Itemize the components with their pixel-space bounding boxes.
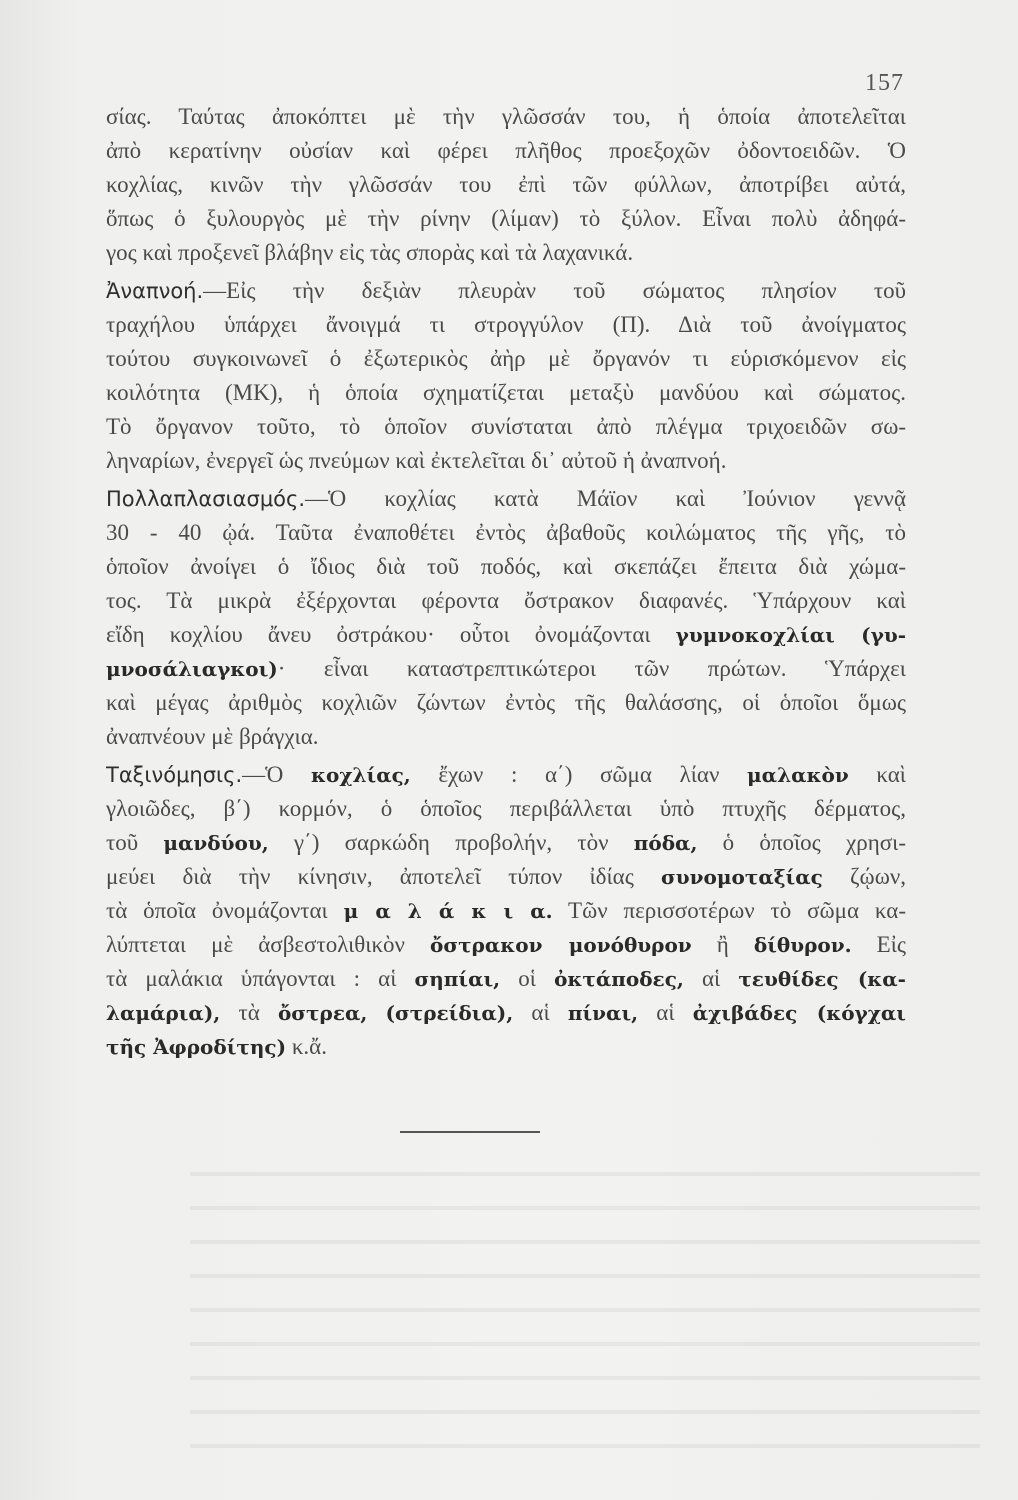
bold-term: πόδα, [633, 831, 698, 855]
text-run: · εἶναι καταστρεπτικώτεροι τῶν πρώτων. Ὑπάρχει [277, 656, 906, 681]
bleed-through [190, 1150, 980, 1450]
text-run: σίας. Ταύτας ἀποκόπτει μὲ τὴν γλῶσσάν του, ἡ ὁποία ἀποτελεῖται [106, 104, 906, 129]
text-line [106, 792, 906, 826]
text-run: ἀπὸ κερατίνην οὐσίαν καὶ φέρει πλῆθος προεξοχῶν ὀδοντοειδῶν. Ὁ [106, 138, 906, 163]
text-line [106, 894, 906, 928]
text-line [106, 686, 906, 720]
text-run: γλοιῶδες, β΄) κορμόν, ὁ ὁποῖος περιβάλλεται ὑπὸ πτυχῆς δέρματος, [106, 796, 906, 821]
bold-term: ὄστρεα, [277, 1001, 368, 1025]
page-number: 157 [865, 70, 904, 96]
text-run: τος. Τὰ μικρὰ ἐξέρχονται φέροντα ὄστρακον διαφανές. Ὑπάρχουν καὶ [106, 588, 906, 613]
text-run: —Ὁ κοχλίας κατὰ Μάϊον καὶ Ἰούνιον γεννᾷ [305, 486, 906, 511]
section-end-rule [400, 1131, 540, 1133]
bold-term: πίναι, [567, 1001, 639, 1025]
text-run: αἱ [513, 1000, 568, 1025]
text-run: κοιλότητα (ΜΚ), ἡ ὁποία σχηματίζεται μεταξὺ μανδύου καὶ σώματος. [106, 380, 906, 405]
bold-term: δίθυρον. [753, 933, 852, 957]
text-run: καὶ μέγας ἀριθμὸς κοχλιῶν ζώντων ἐντὸς τῆς θαλάσσης, οἱ ὁποῖοι ὅμως [106, 690, 906, 715]
text-run: τοῦ [106, 830, 164, 855]
text-line [106, 720, 906, 754]
text-run: ὅπως ὁ ξυλουργὸς μὲ τὴν ρίνην (λίμαν) τὸ ξύλον. Εἶναι πολὺ ἀδηφά- [106, 206, 906, 231]
text-run: γος καὶ προξενεῖ βλάβην εἰς τὰς σπορὰς καὶ τὰ λαχανικά. [106, 240, 634, 265]
text-run: αἱ [638, 1000, 693, 1025]
text-line [106, 134, 906, 168]
bold-term: μανδύου, [163, 831, 269, 855]
text-run: κοχλίας, κινῶν τὴν γλῶσσάν του ἐπὶ τῶν φύλλων, ἀποτρίβει αὐτά, [106, 172, 906, 197]
text-run: ληναρίων, ἐνεργεῖ ὡς πνεύμων καὶ ἐκτελεῖται δι᾿ αὐτοῦ ἡ ἀναπνοή. [106, 448, 727, 473]
text-run: Τὸ ὄργανον τοῦτο, τὸ ὁποῖον συνίσταται ἀπὸ πλέγμα τριχοειδῶν σω- [106, 414, 906, 439]
text-run: λύπτεται μὲ ἀσβεστολιθικὸν [106, 932, 431, 957]
body-text [106, 100, 906, 1064]
text-run: —Εἰς τὴν δεξιὰν πλευρὰν τοῦ σώματος πλησίον τοῦ [203, 278, 906, 303]
text-run: 30 - 40 ᾠά. Ταῦτα ἐναποθέτει ἐντὸς ἀβαθοῦς κοιλώματος τῆς γῆς, τὸ [106, 520, 906, 545]
bold-term: τευθίδες (κα- [738, 967, 906, 991]
text-run: τὰ [220, 1000, 278, 1025]
text-line [106, 618, 906, 652]
text-line [106, 860, 906, 894]
text-line [106, 1030, 906, 1064]
text-line [106, 342, 906, 376]
bold-term: σηπίαι, [414, 967, 501, 991]
text-run: καὶ [848, 762, 906, 787]
bold-term: γυμνοκοχλίαι (γυ- [675, 623, 906, 647]
text-run: τούτου συγκοινωνεῖ ὁ ἐξωτερικὸς ἀὴρ μὲ ὄργανόν τι εὑρισκόμενον εἰς [106, 346, 906, 371]
text-line [106, 410, 906, 444]
bold-term: ἀχιβάδες (κόγχαι [692, 1001, 906, 1025]
text-run: ὁποῖον ἀνοίγει ὁ ἴδιος διὰ τοῦ ποδός, καὶ σκεπάζει ἔπειτα διὰ χώμα- [106, 554, 906, 579]
text-run: Τῶν περισσοτέρων τὸ σῶμα κα- [552, 898, 906, 923]
bold-term: (στρείδια), [385, 1001, 514, 1025]
bold-term: μ α λ ά κ ι α. [343, 899, 553, 923]
text-run: Εἰς [851, 932, 906, 957]
text-line [106, 236, 906, 270]
text-line [106, 308, 906, 342]
bold-term: τῆς Ἀφροδίτης) [106, 1035, 287, 1059]
section-heading: Πολλαπλασιασμός. [106, 487, 306, 511]
text-line [106, 584, 906, 618]
bold-term: μαλακὸν [747, 763, 849, 787]
text-run [367, 1000, 385, 1025]
text-line [106, 652, 906, 686]
text-run: εἴδη κοχλίου ἄνευ ὀστράκου· οὗτοι ὀνομάζονται [106, 622, 676, 647]
text-line [106, 758, 906, 792]
bold-term: συνομοταξίας [661, 865, 823, 889]
section-heading: Ἀναπνοή. [106, 279, 204, 303]
text-run: τὰ ὁποῖα ὀνομάζονται [106, 898, 344, 923]
text-run: αἱ [683, 966, 739, 991]
text-run: ἢ [691, 932, 754, 957]
text-run: γ΄) σαρκώδη προβολήν, τὸν [268, 830, 634, 855]
text-line [106, 168, 906, 202]
text-line [106, 962, 906, 996]
text-run: μεύει διὰ τὴν κίνησιν, ἀποτελεῖ τύπον ἰδίας [106, 864, 662, 889]
text-run: ἀναπνέουν μὲ βράγχια. [106, 724, 319, 749]
text-line [106, 100, 906, 134]
text-line [106, 482, 906, 516]
text-run: κ.ἄ. [286, 1034, 327, 1059]
bold-term: λαμάρια), [106, 1001, 221, 1025]
text-line [106, 826, 906, 860]
bold-term: ὀκτάποδες, [554, 967, 684, 991]
text-run: ἔχων : α΄) σῶμα λίαν [410, 762, 748, 787]
text-run: τὰ μαλάκια ὑπάγονται : αἱ [106, 966, 415, 991]
text-run: τραχήλου ὑπάρχει ἄνοιγμά τι στρογγύλον (Π). Διὰ τοῦ ἀνοίγματος [106, 312, 906, 337]
text-line [106, 516, 906, 550]
text-run: οἱ [500, 966, 555, 991]
text-line [106, 376, 906, 410]
text-line [106, 444, 906, 478]
text-run: ζῴων, [822, 864, 906, 889]
text-line [106, 996, 906, 1030]
section-heading: Ταξινόμησις. [106, 763, 243, 787]
text-line [106, 274, 906, 308]
text-line [106, 550, 906, 584]
text-run: —Ὁ [242, 762, 312, 787]
text-line [106, 202, 906, 236]
text-run: ὁ ὁποῖος χρησι- [697, 830, 906, 855]
text-line [106, 928, 906, 962]
bold-term: κοχλίας, [311, 763, 411, 787]
bold-term: ὄστρακον μονόθυρον [430, 933, 692, 957]
bold-term: μνοσάλιαγκοι) [106, 657, 278, 681]
